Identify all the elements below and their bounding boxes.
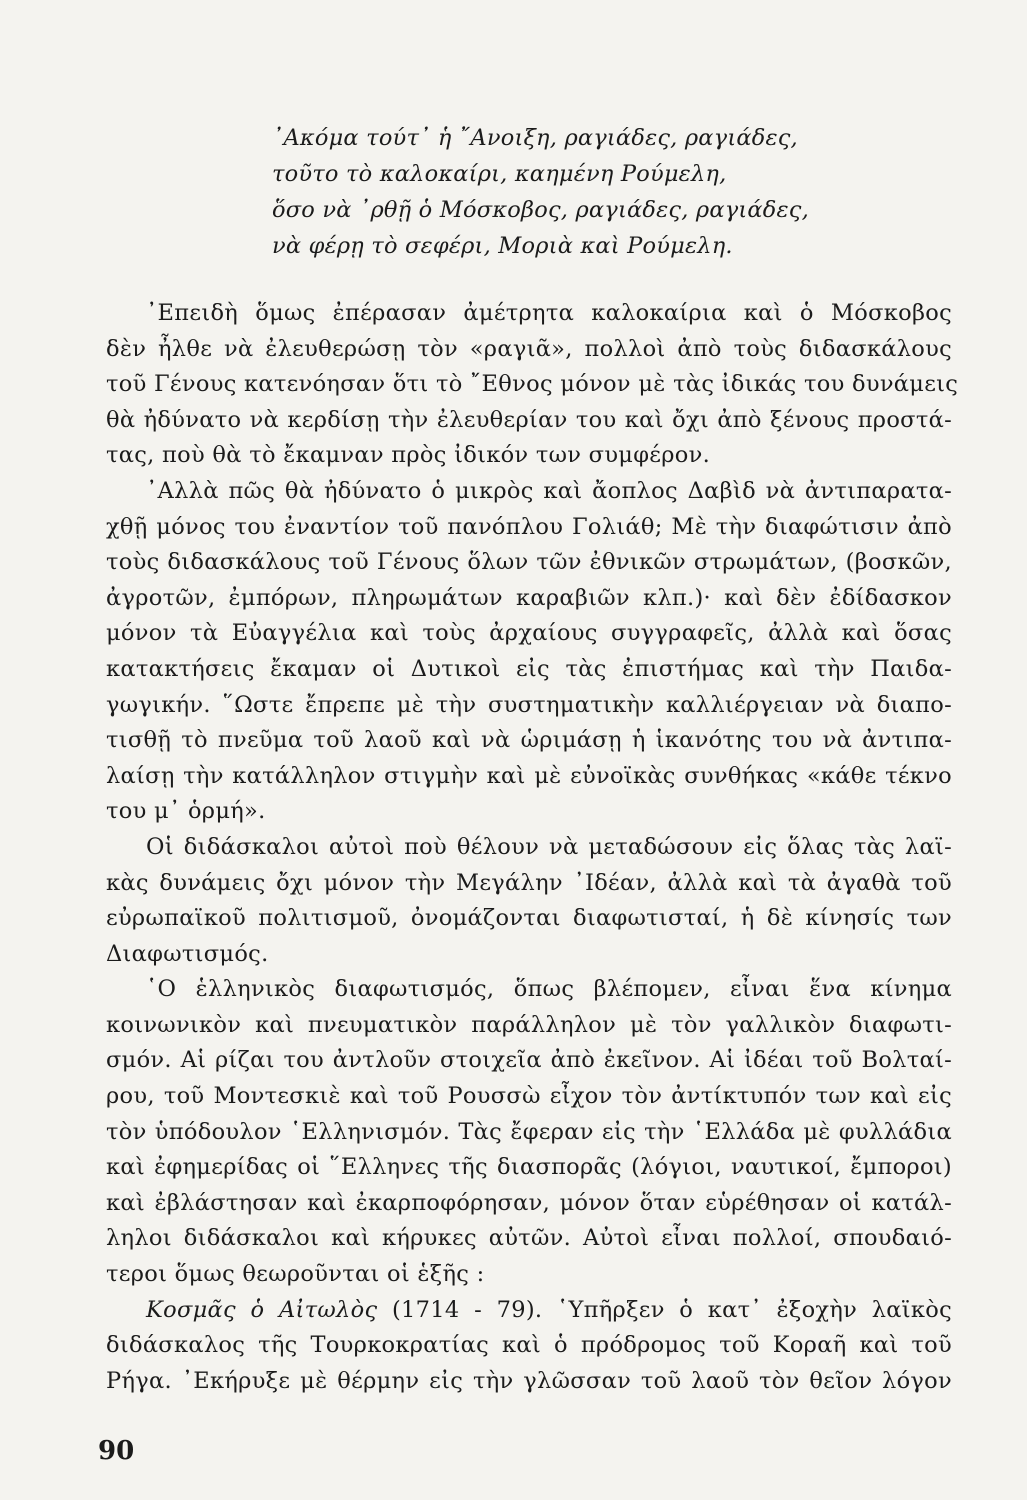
- text-line: δὲν ἦλθε νὰ ἐλευθερώσῃ τὸν «ραγιᾶ», πολλοὶ ἀπὸ τοὺς διδασκάλους: [106, 335, 952, 362]
- text-line: εὐρωπαϊκοῦ πολιτισμοῦ, ὀνομάζονται διαφωτισταί, ἡ δὲ κίνησίς των: [106, 905, 952, 932]
- folk-song-verse: [272, 120, 832, 264]
- text-line: κοινωνικὸν καὶ πνευματικὸν παράλληλον μὲ τὸν γαλλικὸν διαφωτι-: [106, 1011, 952, 1038]
- verse-line: νὰ φέρῃ τὸ σεφέρι, Μοριὰ καὶ Ρούμελη.: [272, 233, 733, 259]
- text-line: ρου, τοῦ Μοντεσκιὲ καὶ τοῦ Ρουσσὼ εἶχον τὸν ἀντίκτυπόν των καὶ εἰς: [106, 1083, 952, 1110]
- text-line: ληλοι διδάσκαλοι καὶ κήρυκες αὐτῶν. Αὐτοὶ εἶναι πολλοί, σπουδαιό-: [106, 1225, 952, 1252]
- text-line: καὶ ἐβλάστησαν καὶ ἐκαρποφόρησαν, μόνον ὅταν εὑρέθησαν οἱ κατάλ-: [106, 1189, 952, 1216]
- text-line: τισθῇ τὸ πνεῦμα τοῦ λαοῦ καὶ νὰ ὡριμάσῃ ἡ ἱκανότης του νὰ ἀντιπα-: [106, 727, 952, 754]
- text-line: τας, ποὺ θὰ τὸ ἔκαμναν πρὸς ἰδικόν των συμφέρον.: [106, 442, 711, 469]
- text-line: τὸν ὑπόδουλον ῾Ελληνισμόν. Τὰς ἔφεραν εἰς τὴν ῾Ελλάδα μὲ φυλλάδια: [106, 1118, 952, 1145]
- text-line: ᾿Επειδὴ ὅμως ἐπέρασαν ἀμέτρητα καλοκαίρια καὶ ὁ Μόσκοβος: [146, 300, 952, 326]
- text-line: σμόν. Αἱ ρίζαι του ἀντλοῦν στοιχεῖα ἀπὸ ἐκεῖνον. Αἱ ἰδέαι τοῦ Βολταί-: [106, 1047, 952, 1074]
- text-line: Διαφωτισμός.: [106, 940, 269, 967]
- text-line: κατακτήσεις ἔκαμαν οἱ Δυτικοὶ εἰς τὰς ἐπιστήμας καὶ τὴν Παιδα-: [106, 655, 952, 682]
- paragraph: [106, 474, 952, 830]
- entry-text: (1714 - 79). ῾Υπῆρξεν ὁ κατ᾿ ἐξοχὴν λαϊκὸς: [377, 1296, 952, 1323]
- text-line: ἀγροτῶν, ἐμπόρων, πληρωμάτων καραβιῶν κλπ.)· καὶ δὲν ἐδίδασκον: [106, 584, 952, 611]
- text-line: γωγικήν. ῞Ωστε ἔπρεπε μὲ τὴν συστηματικὴν καλλιέργειαν νὰ διαπο-: [106, 691, 952, 718]
- text-line: λαίσῃ τὴν κατάλληλον στιγμὴν καὶ μὲ εὐνοϊκὰς συνθήκας «κάθε τέκνο: [106, 762, 952, 789]
- text-line: διδάσκαλος τῆς Τουρκοκρατίας καὶ ὁ πρόδρομος τοῦ Κοραῆ καὶ τοῦ: [106, 1332, 952, 1359]
- text-line: καὶ ἐφημερίδας οἱ ῞Ελληνες τῆς διασπορᾶς (λόγιοι, ναυτικοί, ἔμποροι): [106, 1154, 952, 1181]
- text-line: θὰ ἠδύνατο νὰ κερδίσῃ τὴν ἐλευθερίαν του καὶ ὄχι ἀπὸ ξένους προστά-: [106, 406, 952, 433]
- paragraph: [106, 830, 952, 972]
- paragraph: [106, 972, 952, 1292]
- text-line: κὰς δυνάμεις ὄχι μόνον τὴν Μεγάλην ᾿Ιδέαν, ἀλλὰ καὶ τὰ ἀγαθὰ τοῦ: [106, 869, 952, 896]
- text-line: τοῦ Γένους κατενόησαν ὅτι τὸ ῎Εθνος μόνον μὲ τὰς ἰδικάς του δυνάμεις: [106, 371, 959, 398]
- text-line: μόνον τὰ Εὐαγγέλια καὶ τοὺς ἀρχαίους συγγραφεῖς, ἀλλὰ καὶ ὅσας: [106, 620, 952, 647]
- text-line: του μ᾿ ὁρμή».: [106, 798, 266, 825]
- entry-heading: Κοσμᾶς ὁ Αἰτωλὸς: [146, 1296, 378, 1323]
- page-number: 90: [98, 1436, 135, 1466]
- paragraph: [106, 1293, 952, 1400]
- paragraph: [106, 296, 959, 474]
- text-line: [106, 1293, 952, 1329]
- verse-line: ὅσο νὰ ᾿ρθῇ ὁ Μόσκοβος, ραγιάδες, ραγιάδες,: [272, 197, 809, 223]
- verse-line: τοῦτο τὸ καλοκαίρι, καημένη Ρούμελη,: [272, 161, 727, 187]
- text-line: Οἱ διδάσκαλοι αὐτοὶ ποὺ θέλουν νὰ μεταδώσουν εἰς ὅλας τὰς λαϊ-: [146, 833, 952, 860]
- text-line: Ρήγα. ᾿Εκήρυξε μὲ θέρμην εἰς τὴν γλῶσσαν τοῦ λαοῦ τὸν θεῖον λόγον: [106, 1367, 952, 1394]
- text-line: χθῇ μόνος του ἐναντίον τοῦ πανόπλου Γολιάθ; Μὲ τὴν διαφώτισιν ἀπὸ: [106, 513, 952, 540]
- text-line: τεροι ὅμως θεωροῦνται οἱ ἑξῆς :: [106, 1261, 485, 1288]
- body-text: [106, 296, 959, 1399]
- text-line: ῾Ο ἑλληνικὸς διαφωτισμός, ὅπως βλέπομεν, εἶναι ἕνα κίνημα: [146, 976, 952, 1003]
- text-line: ᾿Αλλὰ πῶς θὰ ἠδύνατο ὁ μικρὸς καὶ ἄοπλος Δαβὶδ νὰ ἀντιπαρατα-: [146, 477, 952, 504]
- text-line: τοὺς διδασκάλους τοῦ Γένους ὅλων τῶν ἐθνικῶν στρωμάτων, (βοσκῶν,: [106, 549, 952, 576]
- verse-line: ᾿Ακόμα τούτ᾿ ἡ ῎Ανοιξη, ραγιάδες, ραγιάδες,: [272, 125, 798, 151]
